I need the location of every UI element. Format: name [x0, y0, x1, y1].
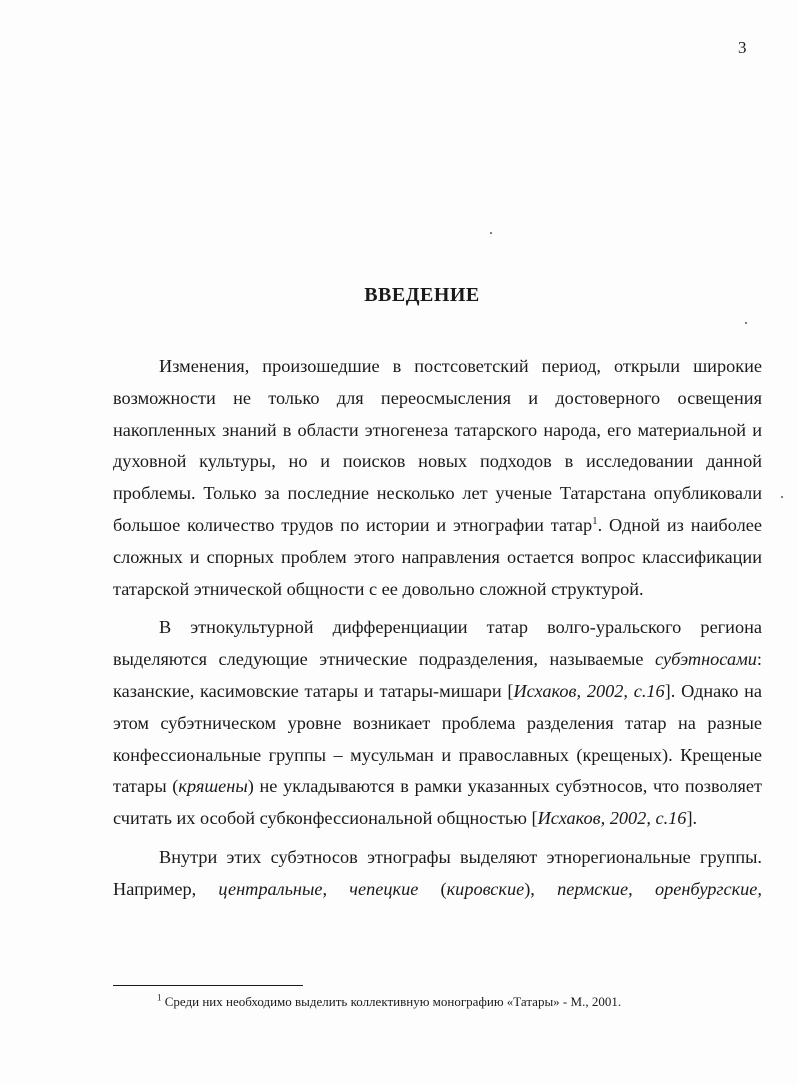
footnote-separator [113, 985, 303, 986]
italic-term: центральные [218, 878, 323, 899]
paragraph-2 [113, 612, 762, 835]
text-run: ( [418, 878, 447, 899]
footnote-marker: 1 [157, 992, 162, 1003]
text-run: , [322, 878, 350, 899]
page-number: 3 [738, 38, 747, 57]
text-run: В этнокультурной дифференциации татар волго-уральского региона выделяются следующие этнические подразделения, называемые [113, 617, 762, 670]
scan-speck [490, 232, 492, 234]
text-run: : казанские, касимовские татары и татары-мишари [ [113, 649, 762, 701]
paragraph-3 [113, 842, 762, 906]
scan-speck [781, 496, 783, 498]
text-run: Изменения, произошедшие в постсоветский период, открыли широкие возможности не только для переосмысления и достоверного освещения накопленных знаний в области этногенеза татарского народа, его материальной и духовной культуры, но и поисков новых подходов в исследовании данной проблемы. Только за последние несколько лет ученые Татарстана опубликовали большое количество трудов по истории и этнографии татар [113, 356, 762, 535]
citation: Исхаков, 2002, с.16 [537, 808, 687, 829]
citation: Исхаков, 2002, с.16 [513, 680, 665, 701]
footnote-reference[interactable]: 1 [592, 514, 598, 527]
text-run: . Одной из наиболее сложных и спорных проблем этого направления остается вопрос классификации татарской этнической общности с ее довольно сложной структурой. [113, 514, 762, 599]
text-run: ), [524, 878, 558, 899]
scan-speck [745, 322, 747, 324]
footnote-text: Среди них необходимо выделить коллективную монографию «Татары» - М., 2001. [161, 994, 622, 1009]
italic-term: пермские, [557, 878, 633, 899]
footnote [157, 994, 621, 1010]
section-title: ВВЕДЕНИЕ [364, 284, 480, 306]
text-run: Внутри этих субэтносов этнографы выделяют этнорегиональные группы. Например, [113, 846, 762, 899]
italic-term: субэтносами [655, 649, 757, 670]
text-run: ]. Однако на этом субэтническом уровне возникает проблема разделения татар на разные конфессиональные группы – мусульман и православных (крещеных). Крещеные татары ( [113, 680, 762, 797]
italic-term: оренбургские, [654, 878, 762, 899]
text-run [633, 879, 655, 899]
body-text [113, 351, 762, 906]
text-run: ) не укладываются в рамки указанных субэтносов, что позволяет считать их особой субконфессиональной общностью [ [113, 776, 763, 829]
text-run: ]. [686, 808, 698, 829]
italic-term: кировские [446, 878, 525, 899]
italic-term: чепецкие [349, 878, 419, 899]
italic-term: кряшены [178, 776, 248, 797]
paragraph-1 [113, 351, 762, 605]
